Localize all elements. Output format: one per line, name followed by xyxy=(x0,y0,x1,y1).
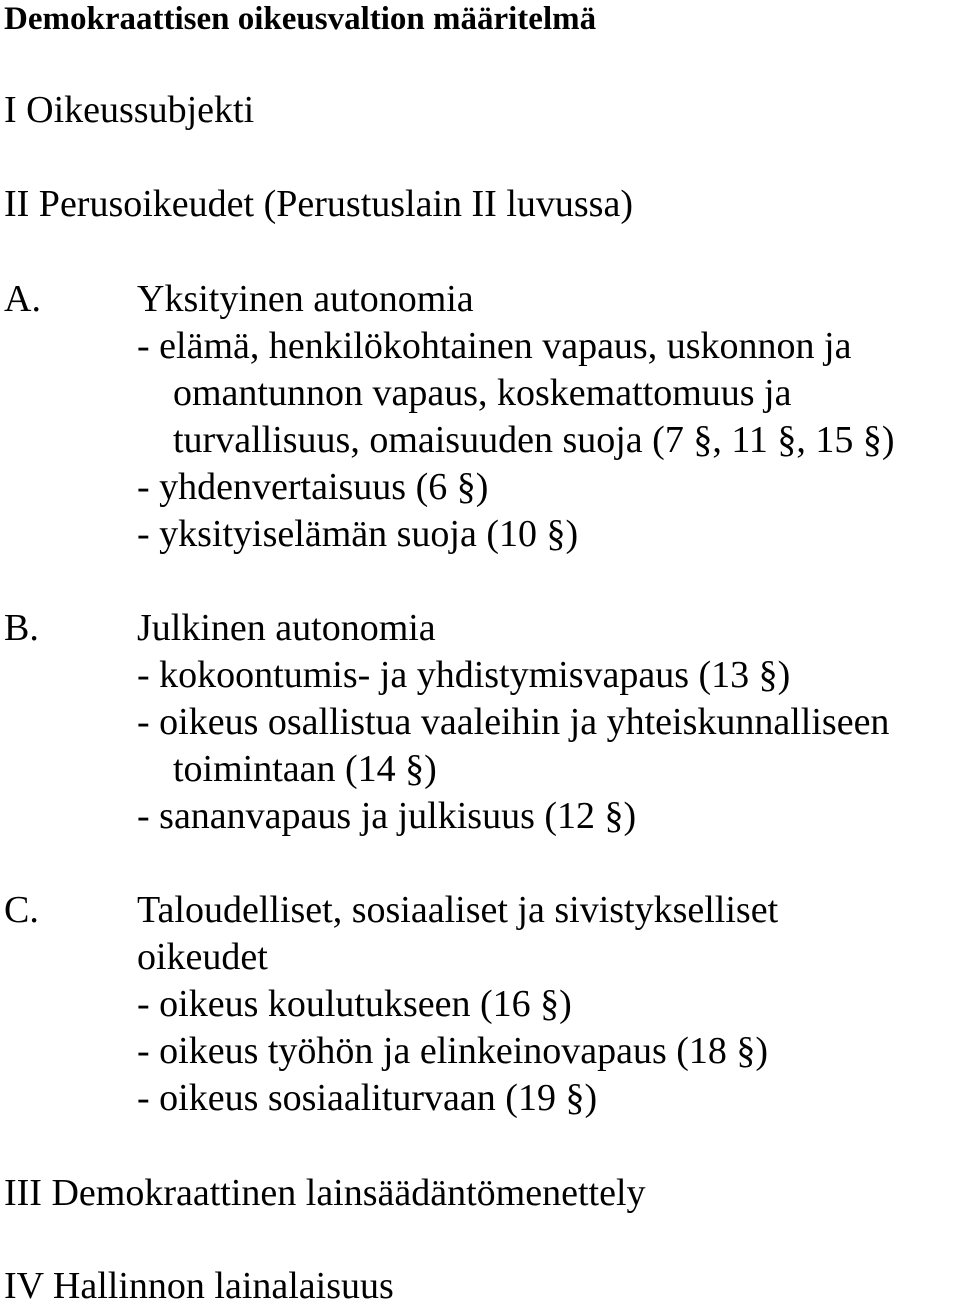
group-c-heading: Taloudelliset, sosiaaliset ja sivistykselliset xyxy=(137,889,779,931)
group-b-line: - sananvapaus ja julkisuus (12 §) xyxy=(137,795,637,837)
group-b-line: toimintaan (14 §) xyxy=(173,748,437,790)
group-c-line: - oikeus sosiaaliturvaan (19 §) xyxy=(137,1077,598,1119)
group-a-line: turvallisuus, omaisuuden suoja (7 §, 11 §, 15 §) xyxy=(173,419,895,461)
group-a-line: - yksityiselämän suoja (10 §) xyxy=(137,513,579,555)
document-title: Demokraattisen oikeusvaltion määritelmä xyxy=(4,1,597,37)
group-c-line: oikeudet xyxy=(137,936,268,978)
section-ii-heading: II Perusoikeudet (Perustuslain II luvussa) xyxy=(4,183,633,225)
group-a-letter: A. xyxy=(4,278,41,320)
group-a-line: - yhdenvertaisuus (6 §) xyxy=(137,466,489,508)
group-a-line: omantunnon vapaus, koskemattomuus ja xyxy=(173,372,792,414)
group-b-line: - kokoontumis- ja yhdistymisvapaus (13 §) xyxy=(137,654,791,696)
section-iii-heading: III Demokraattinen lainsäädäntömenettely xyxy=(4,1172,646,1214)
group-a-heading: Yksityinen autonomia xyxy=(137,278,474,320)
group-a-line: - elämä, henkilökohtainen vapaus, uskonnon ja xyxy=(137,325,852,367)
section-iv-heading: IV Hallinnon lainalaisuus xyxy=(4,1265,394,1307)
group-c-letter: C. xyxy=(4,889,39,931)
group-c-line: - oikeus koulutukseen (16 §) xyxy=(137,983,572,1025)
group-b-heading: Julkinen autonomia xyxy=(137,607,436,649)
section-i-heading: I Oikeussubjekti xyxy=(4,89,255,131)
group-b-line: - oikeus osallistua vaaleihin ja yhteiskunnalliseen xyxy=(137,701,890,743)
group-c-line: - oikeus työhön ja elinkeinovapaus (18 §) xyxy=(137,1030,769,1072)
group-b-letter: B. xyxy=(4,607,39,649)
